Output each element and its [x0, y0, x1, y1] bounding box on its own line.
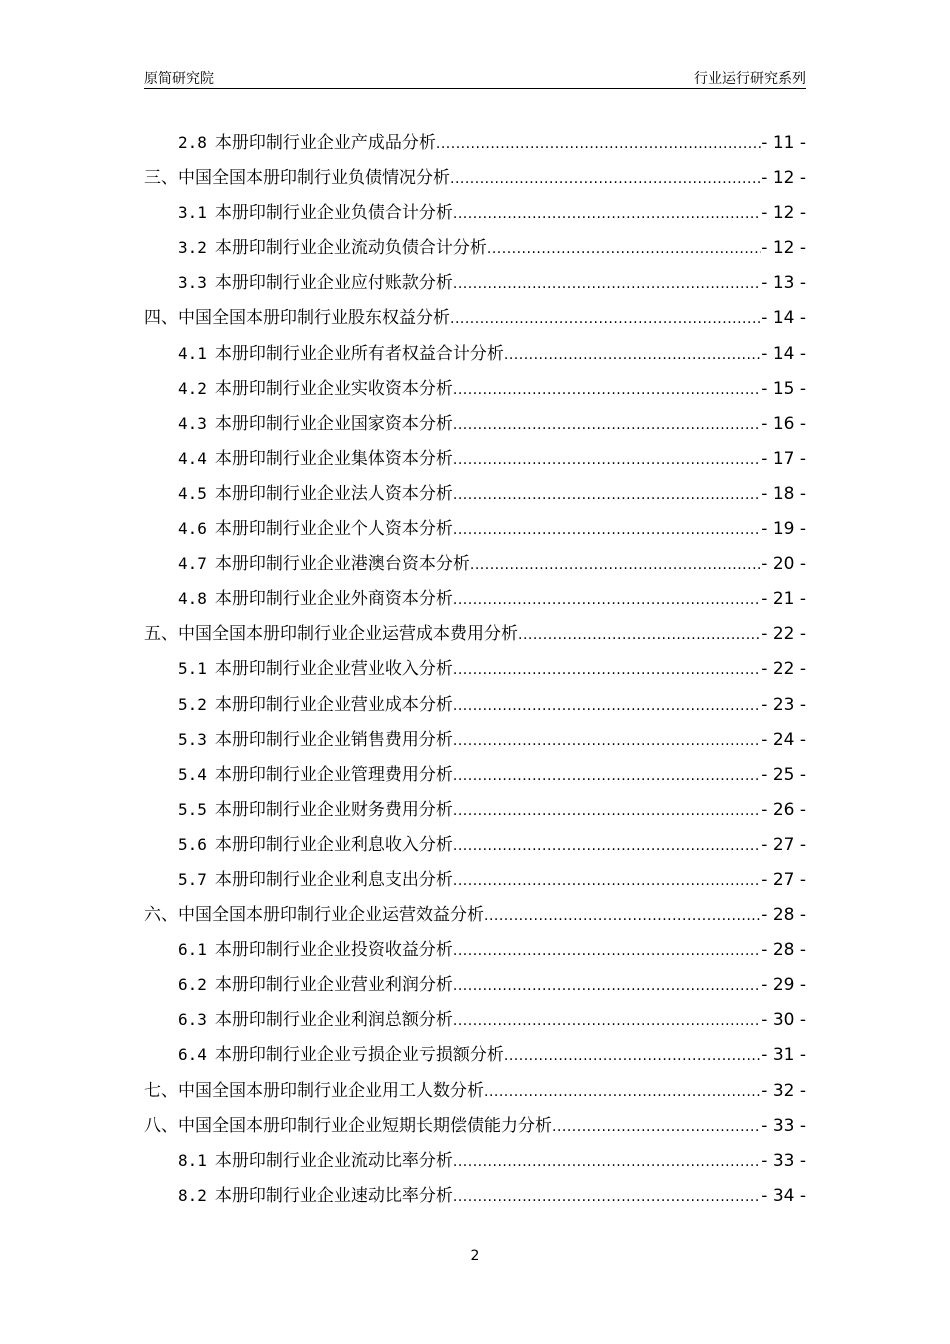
toc-entry-page: - 30 - [761, 1010, 806, 1031]
toc-subsection-entry[interactable] [144, 654, 806, 689]
toc-entry-number: 6.3 [178, 1010, 207, 1030]
toc-dot-leader [453, 768, 761, 784]
toc-entry-title: 本册印制行业企业流动负债合计分析 [214, 238, 487, 259]
toc-dot-leader [453, 1154, 761, 1170]
toc-entry-page: - 12 - [761, 238, 806, 259]
toc-entry-number: 6.4 [178, 1045, 207, 1065]
toc-subsection-entry[interactable] [144, 865, 806, 900]
toc-dot-leader [453, 522, 761, 538]
toc-entry-number: 4.8 [178, 589, 207, 609]
toc-entry-title: 本册印制行业企业流动比率分析 [214, 1150, 453, 1171]
toc-entry-number: 5.4 [178, 764, 207, 784]
toc-entry-page: - 25 - [761, 764, 806, 785]
toc-subsection-entry[interactable] [144, 549, 806, 584]
toc-subsection-entry[interactable] [144, 830, 806, 865]
toc-subsection-entry[interactable] [144, 935, 806, 970]
toc-entry-number: 6.1 [178, 940, 207, 960]
toc-subsection-entry[interactable] [144, 198, 806, 233]
page-number: 2 [470, 1248, 480, 1264]
toc-subsection-entry[interactable] [144, 128, 806, 163]
toc-dot-leader [453, 943, 761, 959]
toc-entry-title: 六、中国全国本册印制行业企业运营效益分析 [144, 905, 484, 926]
toc-dot-leader [453, 662, 761, 678]
toc-entry-page: - 33 - [761, 1115, 806, 1136]
toc-dot-leader [453, 838, 761, 854]
toc-entry-page: - 28 - [761, 940, 806, 961]
toc-subsection-entry[interactable] [144, 1181, 806, 1216]
page-header [144, 66, 806, 89]
toc-entry-title: 本册印制行业企业应付账款分析 [214, 273, 453, 294]
toc-entry-number: 6.2 [178, 975, 207, 995]
toc-entry-page: - 16 - [761, 413, 806, 434]
toc-entry-title: 本册印制行业企业销售费用分析 [214, 729, 453, 750]
toc-entry-number: 3.3 [178, 273, 207, 293]
toc-entry-number: 3.1 [178, 203, 207, 223]
toc-dot-leader [518, 627, 761, 643]
toc-subsection-entry[interactable] [144, 970, 806, 1005]
toc-dot-leader [453, 276, 761, 292]
toc-entry-number: 8.2 [178, 1185, 207, 1205]
toc-entry-number: 4.5 [178, 483, 207, 503]
toc-subsection-entry[interactable] [144, 795, 806, 830]
toc-dot-leader [453, 592, 761, 608]
toc-section-entry[interactable] [144, 1111, 806, 1146]
toc-dot-leader [453, 873, 761, 889]
toc-dot-leader [552, 1119, 761, 1135]
toc-entry-title: 本册印制行业企业速动比率分析 [214, 1185, 453, 1206]
toc-dot-leader [453, 803, 761, 819]
toc-entry-title: 本册印制行业企业营业收入分析 [214, 659, 453, 680]
toc-entry-title: 本册印制行业企业财务费用分析 [214, 799, 453, 820]
toc-entry-page: - 21 - [761, 589, 806, 610]
toc-entry-title: 八、中国全国本册印制行业企业短期长期偿债能力分析 [144, 1115, 552, 1136]
toc-entry-page: - 15 - [761, 378, 806, 399]
toc-subsection-entry[interactable] [144, 760, 806, 795]
toc-entry-title: 四、中国全国本册印制行业股东权益分析 [144, 308, 450, 329]
toc-entry-number: 4.4 [178, 448, 207, 468]
toc-entry-page: - 22 - [761, 659, 806, 680]
toc-entry-page: - 26 - [761, 799, 806, 820]
toc-subsection-entry[interactable] [144, 1005, 806, 1040]
toc-entry-number: 4.2 [178, 378, 207, 398]
toc-entry-page: - 14 - [761, 343, 806, 364]
toc-dot-leader [484, 1084, 761, 1100]
toc-entry-title: 本册印制行业企业利息收入分析 [214, 834, 453, 855]
toc-entry-page: - 31 - [761, 1045, 806, 1066]
toc-entry-title: 本册印制行业企业所有者权益合计分析 [214, 343, 504, 364]
toc-entry-page: - 22 - [761, 624, 806, 645]
toc-entry-title: 本册印制行业企业亏损企业亏损额分析 [214, 1045, 504, 1066]
table-of-contents [144, 128, 806, 1216]
toc-entry-page: - 27 - [761, 869, 806, 890]
toc-entry-title: 三、中国全国本册印制行业负债情况分析 [144, 168, 450, 189]
header-org-name: 原简研究院 [144, 71, 214, 87]
header-series-name: 行业运行研究系列 [694, 71, 806, 87]
toc-dot-leader [453, 417, 761, 433]
toc-subsection-entry[interactable] [144, 690, 806, 725]
toc-subsection-entry[interactable] [144, 514, 806, 549]
toc-entry-page: - 11 - [761, 133, 806, 153]
toc-entry-title: 本册印制行业企业个人资本分析 [214, 519, 453, 540]
toc-entry-page: - 28 - [761, 905, 806, 926]
toc-entry-title: 本册印制行业企业外商资本分析 [214, 589, 453, 610]
toc-entry-number: 4.7 [178, 554, 207, 574]
toc-subsection-entry[interactable] [144, 584, 806, 619]
toc-section-entry[interactable] [144, 303, 806, 338]
toc-entry-number: 8.1 [178, 1150, 207, 1170]
toc-section-entry[interactable] [144, 163, 806, 198]
toc-subsection-entry[interactable] [144, 444, 806, 479]
toc-entry-number: 5.6 [178, 834, 207, 854]
toc-dot-leader [450, 311, 761, 327]
toc-dot-leader [504, 1048, 761, 1064]
toc-entry-title: 本册印制行业企业集体资本分析 [214, 448, 453, 469]
toc-dot-leader [487, 241, 761, 257]
toc-entry-title: 本册印制行业企业负债合计分析 [214, 203, 453, 224]
toc-entry-number: 5.2 [178, 694, 207, 714]
toc-dot-leader [453, 1013, 761, 1029]
toc-dot-leader [453, 487, 761, 503]
toc-subsection-entry[interactable] [144, 1040, 806, 1075]
toc-entry-title: 本册印制行业企业实收资本分析 [214, 378, 453, 399]
toc-entry-number: 2.8 [178, 133, 207, 152]
toc-subsection-entry[interactable] [144, 1146, 806, 1181]
toc-dot-leader [453, 698, 761, 714]
toc-entry-title: 本册印制行业企业投资收益分析 [214, 940, 453, 961]
toc-entry-page: - 33 - [761, 1150, 806, 1171]
toc-subsection-entry[interactable] [144, 409, 806, 444]
toc-entry-number: 5.7 [178, 869, 207, 889]
toc-entry-number: 5.5 [178, 799, 207, 819]
toc-entry-number: 3.2 [178, 238, 207, 258]
toc-entry-title: 本册印制行业企业营业利润分析 [214, 975, 453, 996]
toc-entry-title: 本册印制行业企业管理费用分析 [214, 764, 453, 785]
toc-subsection-entry[interactable] [144, 339, 806, 374]
toc-subsection-entry[interactable] [144, 725, 806, 760]
toc-entry-page: - 12 - [761, 203, 806, 224]
toc-entry-number: 4.1 [178, 343, 207, 363]
toc-entry-page: - 14 - [761, 308, 806, 329]
toc-section-entry[interactable] [144, 1076, 806, 1111]
toc-dot-leader [504, 347, 761, 363]
toc-entry-page: - 34 - [761, 1185, 806, 1206]
toc-dot-leader [453, 452, 761, 468]
toc-entry-title: 本册印制行业企业利润总额分析 [214, 1010, 453, 1031]
toc-dot-leader [453, 733, 761, 749]
toc-dot-leader [453, 1189, 761, 1205]
toc-entry-title: 本册印制行业企业法人资本分析 [214, 483, 453, 504]
toc-entry-number: 5.3 [178, 729, 207, 749]
toc-subsection-entry[interactable] [144, 479, 806, 514]
toc-dot-leader [436, 136, 761, 152]
toc-section-entry[interactable] [144, 900, 806, 935]
toc-dot-leader [453, 206, 761, 222]
toc-subsection-entry[interactable] [144, 374, 806, 409]
toc-subsection-entry[interactable] [144, 233, 806, 268]
toc-entry-page: - 32 - [761, 1080, 806, 1101]
toc-entry-page: - 29 - [761, 975, 806, 996]
toc-entry-page: - 17 - [761, 448, 806, 469]
toc-entry-title: 本册印制行业企业国家资本分析 [214, 413, 453, 434]
toc-entry-page: - 20 - [761, 554, 806, 575]
toc-entry-page: - 13 - [761, 273, 806, 294]
toc-entry-title: 本册印制行业企业营业成本分析 [214, 694, 453, 715]
toc-subsection-entry[interactable] [144, 268, 806, 303]
toc-entry-title: 本册印制行业企业产成品分析 [214, 133, 436, 153]
toc-entry-number: 5.1 [178, 659, 207, 679]
toc-entry-number: 4.6 [178, 519, 207, 539]
toc-dot-leader [450, 171, 761, 187]
toc-entry-page: - 18 - [761, 483, 806, 504]
toc-dot-leader [484, 908, 761, 924]
toc-entry-page: - 27 - [761, 834, 806, 855]
toc-entry-title: 五、中国全国本册印制行业企业运营成本费用分析 [144, 624, 518, 645]
toc-entry-title: 七、中国全国本册印制行业企业用工人数分析 [144, 1080, 484, 1101]
toc-dot-leader [470, 557, 761, 573]
toc-entry-page: - 19 - [761, 519, 806, 540]
toc-entry-title: 本册印制行业企业港澳台资本分析 [214, 554, 470, 575]
toc-dot-leader [453, 978, 761, 994]
toc-section-entry[interactable] [144, 619, 806, 654]
toc-entry-title: 本册印制行业企业利息支出分析 [214, 869, 453, 890]
toc-dot-leader [453, 382, 761, 398]
toc-entry-page: - 24 - [761, 729, 806, 750]
toc-entry-page: - 23 - [761, 694, 806, 715]
toc-entry-number: 4.3 [178, 413, 207, 433]
toc-entry-page: - 12 - [761, 168, 806, 189]
